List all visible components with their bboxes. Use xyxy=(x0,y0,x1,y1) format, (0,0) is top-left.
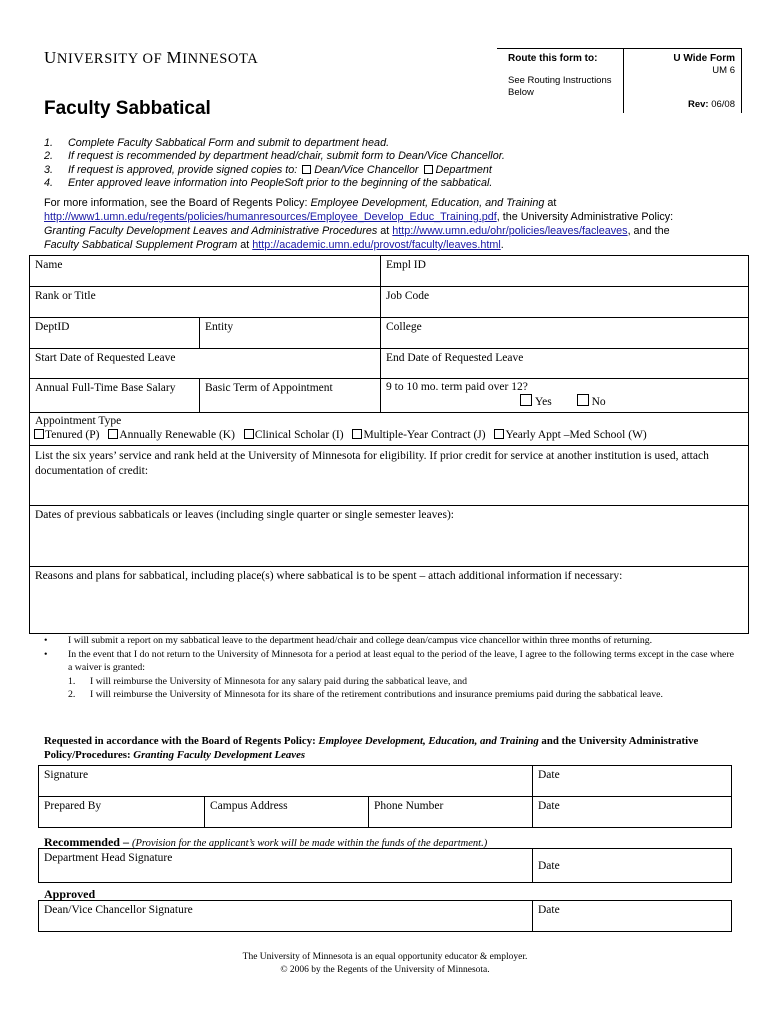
previous-sabbaticals-field[interactable]: Dates of previous sabbaticals or leaves (including single quarter or single semester leaves): xyxy=(30,506,749,567)
term-question: 9 to 10 mo. term paid over 12? xyxy=(386,381,528,393)
empl-id-field[interactable]: Empl ID xyxy=(381,256,749,287)
yearly-appt-checkbox[interactable] xyxy=(494,429,504,439)
yes-checkbox[interactable] xyxy=(520,394,532,406)
footer xyxy=(0,951,770,977)
page-title: Faculty Sabbatical xyxy=(44,98,211,119)
prepared-by-field[interactable]: Prepared By xyxy=(39,797,205,828)
yes-no-options: Yes No xyxy=(386,394,743,409)
department-head-table xyxy=(38,848,732,883)
end-date-field[interactable]: End Date of Requested Leave xyxy=(381,349,749,379)
copy-dean-checkbox[interactable] xyxy=(302,165,311,174)
route-label: Route this form to: xyxy=(508,53,598,64)
term-reimburse-salary: 1. I will reimburse the University of Minnesota for any salary paid during the sabbatical leave, and xyxy=(68,675,468,687)
salary-field[interactable]: Annual Full-Time Base Salary xyxy=(30,379,200,413)
clinical-scholar-checkbox[interactable] xyxy=(244,429,254,439)
department-head-date-field[interactable]: Date xyxy=(533,849,732,883)
supplement-program-link[interactable]: http://academic.umn.edu/provost/faculty/leaves.html xyxy=(252,239,501,251)
term-report: • I will submit a report on my sabbatical leave to the department head/chair and college dean/campus vice chancellor within three months of returning. xyxy=(44,635,653,646)
department-head-signature-field[interactable]: Department Head Signature xyxy=(39,849,533,883)
revision: Rev: 06/08 xyxy=(687,99,735,110)
job-code-field[interactable]: Job Code xyxy=(381,287,749,318)
prepared-date-field[interactable]: Date xyxy=(533,797,732,828)
name-field[interactable]: Name xyxy=(30,256,381,287)
rank-field[interactable]: Rank or Title xyxy=(30,287,381,318)
start-date-field[interactable]: Start Date of Requested Leave xyxy=(30,349,381,379)
recommended-heading: Recommended – (Provision for the applicant’s work will be made within the funds of the department.) xyxy=(44,835,488,849)
step-2: 2. If request is recommended by department head/chair, submit form to Dean/Vice Chancellor. xyxy=(44,150,505,163)
sabbatical-form-table xyxy=(29,255,749,634)
annually-renewable-checkbox[interactable] xyxy=(108,429,118,439)
form-code: UM 6 xyxy=(712,65,735,76)
term-reimburse-retirement: 2. I will reimburse the University of Minnesota for its share of the retirement contributions and insurance premiums paid during the sabbatical leave. xyxy=(68,689,663,700)
regents-policy-link[interactable]: http://www1.umn.edu/regents/policies/humanresources/Employee_Develop_Educ_Training.pdf xyxy=(44,211,497,223)
requested-statement: Requested in accordance with the Board of Regents Policy: Employee Development, Education, and Training and the University Administrative Policy/Procedures: Granting Faculty Development Leaves xyxy=(44,735,699,761)
entity-field[interactable]: Entity xyxy=(200,318,381,349)
signature-field[interactable]: Signature xyxy=(39,766,533,797)
form-name: U Wide Form xyxy=(673,53,735,64)
dean-signature-field[interactable]: Dean/Vice Chancellor Signature xyxy=(39,901,533,932)
multiple-year-checkbox[interactable] xyxy=(352,429,362,439)
term-return: • In the event that I do not return to the University of Minnesota for a period at least equal to the period of the leave, I agree to the following terms except in the case where a waiver is granted: xyxy=(44,648,734,673)
reasons-plans-field[interactable]: Reasons and plans for sabbatical, including place(s) where sabbatical is to be spent – attach additional information if necessary: xyxy=(30,567,749,634)
step-1: 1. Complete Faculty Sabbatical Form and submit to department head. xyxy=(44,137,390,149)
instruction-steps xyxy=(44,137,505,191)
deptid-field[interactable]: DeptID xyxy=(30,318,200,349)
copy-department-checkbox[interactable] xyxy=(424,165,433,174)
applicant-signature-table xyxy=(38,765,732,828)
routing-box-divider xyxy=(623,49,624,113)
routing-box xyxy=(497,48,742,113)
phone-number-field[interactable]: Phone Number xyxy=(369,797,533,828)
routing-instructions: See Routing Instructions Below xyxy=(508,75,612,98)
basic-term-field[interactable]: Basic Term of Appointment xyxy=(200,379,381,413)
signature-date-field[interactable]: Date xyxy=(533,766,732,797)
dean-table xyxy=(38,900,732,932)
step-3: 3. If request is approved, provide signed copies to: Dean/Vice Chancellor Department xyxy=(44,163,492,176)
campus-address-field[interactable]: Campus Address xyxy=(205,797,369,828)
terms-list xyxy=(44,634,734,702)
more-information: For more information, see the Board of Regents Policy: Employee Development, Education, and Training at http://www1.umn.edu/regents/policies/humanresources/Employee_Develop_Educ_Training.pdf, the University Administrative Policy: Granting Faculty Development Leaves and Administrative Procedures at http://www.umn.edu/ohr/policies/leaves/facleaves, and the Faculty Sabbatical Supplement Program at http://academic.umn.edu/provost/faculty/leaves.html. xyxy=(44,197,674,251)
step-4: 4. Enter approved leave information into PeopleSoft prior to the beginning of the sabbatical. xyxy=(44,177,493,190)
university-logo-text: UNIVERSITY OF MINNESOTA xyxy=(44,48,259,67)
equal-opportunity-statement: The University of Minnesota is an equal opportunity educator & employer. xyxy=(242,952,528,962)
appointment-type-label: Appointment Type xyxy=(35,415,122,427)
copyright-notice: © 2006 by the Regents of the University of Minnesota. xyxy=(280,965,490,975)
service-history-field[interactable]: List the six years’ service and rank held at the University of Minnesota for eligibility. If prior credit for service at another institution is used, attach documentation of credit: xyxy=(30,446,749,506)
tenured-checkbox[interactable] xyxy=(34,429,44,439)
admin-policy-link[interactable]: http://www.umn.edu/ohr/policies/leaves/facleaves xyxy=(392,225,628,237)
dean-date-field[interactable]: Date xyxy=(533,901,732,932)
college-field[interactable]: College xyxy=(381,318,749,349)
approved-heading: Approved xyxy=(44,887,96,901)
no-checkbox[interactable] xyxy=(577,394,589,406)
appointment-type-cell xyxy=(30,413,749,446)
appointment-options: Tenured (P) Annually Renewable (K) Clinical Scholar (I) Multiple-Year Contract (J) Yearly Appt –Med School (W) xyxy=(34,428,743,442)
term-question-cell xyxy=(381,379,749,413)
